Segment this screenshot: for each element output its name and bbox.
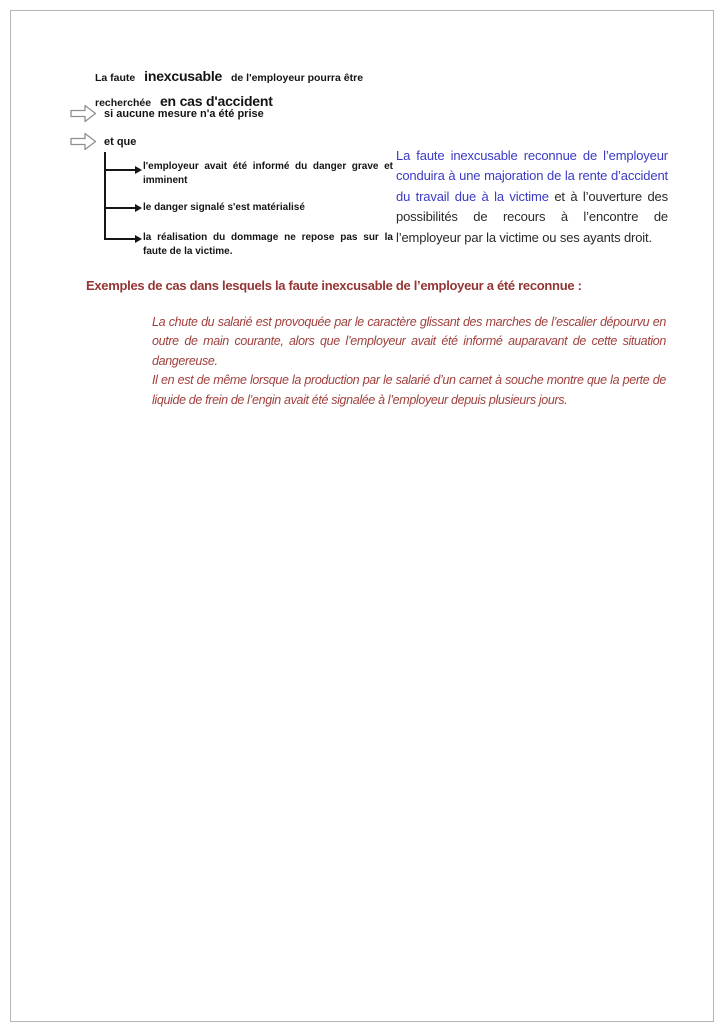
examples-paragraph [152,313,666,410]
branch-arrow-icon [135,235,142,243]
branch-arrow-icon [135,204,142,212]
examples-heading: Exemples de cas dans lesquels la faute inexcusable de l’employeur a été reconnue : [86,278,582,293]
title-segment-large: en cas d'accident [159,93,273,109]
tree-branch-line [104,238,135,240]
subcondition-item: la réalisation du dommage ne repose pas sur la faute de la victime. [143,232,393,257]
tree-trunk-line [104,152,106,240]
consequence-black-text: et à l’ouverture des possibilités de recours à l’encontre de l’employeur par la victime ou ses ayants droit. [396,188,668,245]
title-segment-large: inexcusable [144,68,223,84]
block-arrow-icon [70,132,97,151]
title-segment-small: La faute [95,72,136,84]
tree-branch-line [104,207,135,209]
branch-arrow-icon [135,166,142,174]
consequence-paragraph [396,146,668,248]
block-arrow-icon [70,104,97,123]
example-case-1: La chute du salarié est provoquée par le caractère glissant des marches de l’escalier dépourvu en outre de main courante, alors que l’employeur avait été informé auparavant de cette situation dangereuse. [152,315,666,368]
subcondition-item: l'employeur avait été informé du danger grave et imminent [143,161,393,186]
subcondition-item: le danger signalé s'est matérialisé [143,202,305,213]
consequence-blue-text: La faute inexcusable reconnue de l’employeur conduira à une majoration de la rente d’accident du travail due à la victime [396,148,668,204]
condition-label: et que [104,135,137,148]
example-case-2: Il en est de même lorsque la production par le salarié d’un carnet à souche montre que la perte de liquide de frein de l’engin avait été signalée à l’employeur depuis plusieurs jours. [152,373,666,407]
condition-label: si aucune mesure n'a été prise [104,107,264,120]
tree-branch-line [104,169,135,171]
condition-row-no-measure [70,104,264,123]
title-segment-small: de l'employeur pourra être recherchée [95,72,364,109]
condition-row-et-que [70,132,136,151]
